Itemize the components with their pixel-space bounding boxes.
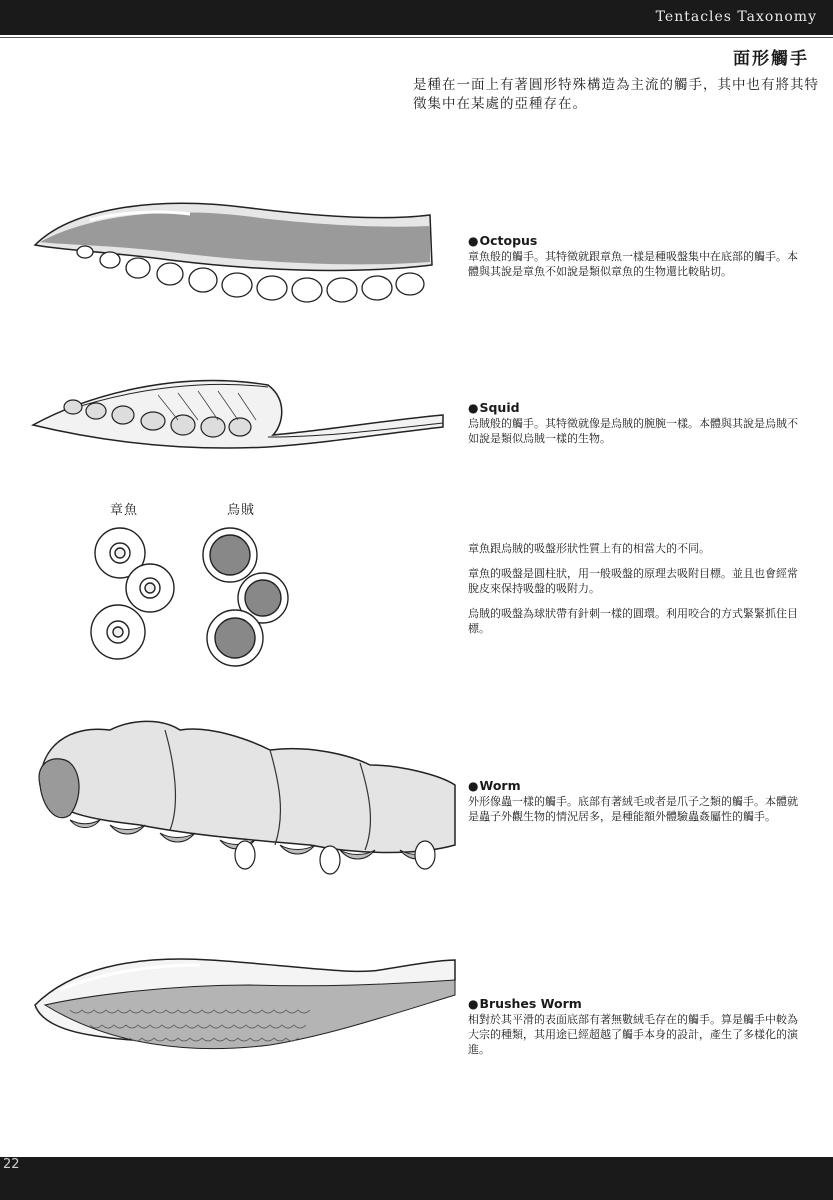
entry-octopus [468,233,798,279]
entry-description: 章魚般的觸手。其特徵就跟章魚一樣是種吸盤集中在底部的觸手。本體與其說是章魚不如說是類似章魚的生物還比較貼切。 [468,250,798,278]
book-title: Tentacles Taxonomy [655,9,817,25]
sucker-note: 烏賊的吸盤為球狀帶有針刺一樣的圓環。利用咬合的方式緊緊抓住目標。 [468,607,798,635]
footer-bar [0,1157,833,1200]
octopus-sucker-label: 章魚 [110,503,139,518]
octopus-tentacle-illustration [30,190,440,310]
sucker-notes [468,541,798,646]
entry-name: Worm [479,778,521,793]
squid-tentacle-illustration [28,365,448,475]
entry-name: Brushes Worm [479,996,582,1011]
squid-suckers-illustration [195,520,305,680]
entry-brushes-worm [468,996,798,1057]
entry-description: 相對於其平滑的表面底部有著無數絨毛存在的觸手。算是觸手中較為大宗的種類，其用途已經超越了觸手本身的設計，產生了多樣化的演進。 [468,1013,798,1056]
bullet-icon: ● [468,234,479,248]
sucker-note: 章魚跟烏賊的吸盤形狀性質上有的相當大的不同。 [468,542,710,555]
entry-name: Squid [479,400,520,415]
page-number: 22 [3,1157,20,1172]
worm-tentacle-illustration [30,705,460,885]
entry-description: 烏賊般的觸手。其特徵就像是烏賊的腕腕一樣。本體與其說是烏賊不如說是類似烏賊一樣的生物。 [468,417,798,445]
intro-text: 是種在一面上有著圓形特殊構造為主流的觸手，其中也有將其特徵集中在某處的亞種存在。 [413,77,819,112]
entry-squid [468,400,798,446]
entry-name: Octopus [479,233,538,248]
bullet-icon: ● [468,997,479,1011]
sucker-note: 章魚的吸盤是圓柱狀，用一般吸盤的原理去吸附目標。並且也會經常脫皮來保持吸盤的吸附力。 [468,567,798,595]
octopus-suckers-illustration [80,525,200,675]
entry-worm [468,778,798,824]
entry-description: 外形像蟲一樣的觸手。底部有著絨毛或者是爪子之類的觸手。本體就是蟲子外觀生物的情況居多，是種能額外體驗蟲姦屬性的觸手。 [468,795,798,823]
header-bar [0,0,833,35]
brushes-worm-illustration [30,935,460,1075]
squid-sucker-label: 烏賊 [227,503,256,518]
bullet-icon: ● [468,401,479,415]
section-title: 面形觸手 [733,49,809,69]
header-divider [0,37,833,38]
bullet-icon: ● [468,779,479,793]
